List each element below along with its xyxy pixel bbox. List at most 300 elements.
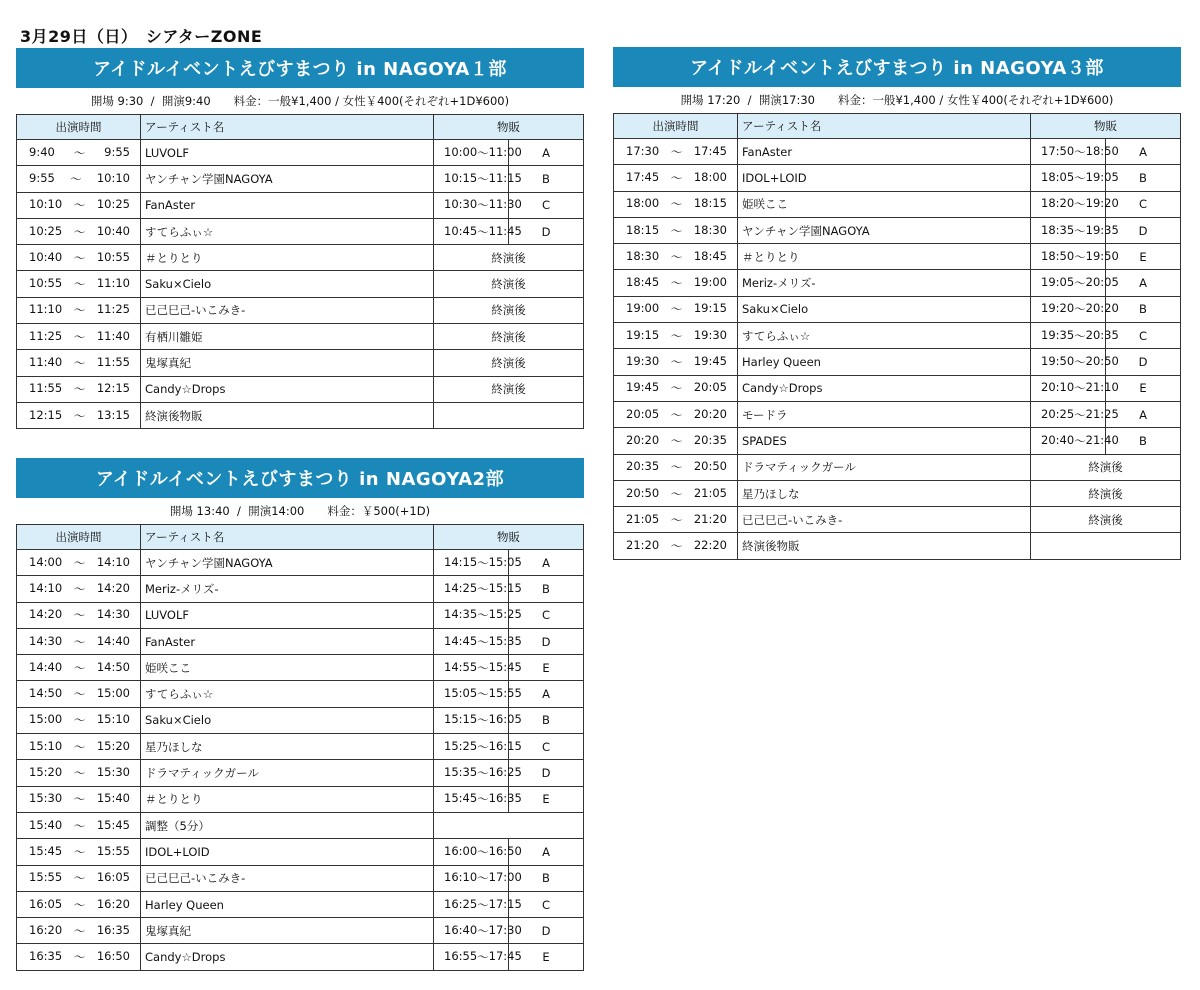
goods-start: 14:35	[444, 607, 478, 622]
booth-letter: B	[509, 576, 584, 602]
goods-time-range	[1031, 196, 1119, 212]
artist-name: Candy☆Drops	[145, 950, 226, 965]
artist-name: ヤンチャン学園NAGOYA	[145, 171, 273, 186]
tilde: ～	[670, 433, 683, 448]
tilde: ～	[477, 844, 489, 859]
table-row	[17, 324, 584, 350]
tilde: ～	[670, 460, 683, 475]
goods-start: 15:45	[444, 791, 478, 806]
goods-time-cell	[434, 918, 522, 944]
tilde: ～	[477, 739, 489, 754]
tilde: ～	[73, 844, 86, 859]
tilde: ～	[670, 223, 683, 238]
artist-cell	[738, 270, 1031, 296]
goods-start: 14:55	[444, 659, 478, 674]
tilde: ～	[477, 198, 489, 213]
end-time: 18:00	[693, 169, 727, 184]
time-cell	[17, 576, 141, 602]
start-time: 15:30	[29, 791, 63, 806]
artist-cell	[738, 507, 1031, 533]
goods-start: 15:35	[444, 765, 478, 780]
goods-time-range	[434, 686, 522, 702]
artist-cell	[141, 576, 434, 602]
goods-end: 11:30	[488, 197, 522, 212]
end-time: 20:35	[693, 432, 727, 447]
artist-cell	[141, 891, 434, 917]
end-time: 9:55	[104, 144, 130, 159]
start-time: 19:00	[626, 301, 660, 316]
goods-time-range	[434, 712, 522, 728]
start-time: 9:55	[29, 170, 55, 185]
goods-end: 19:20	[1085, 196, 1119, 211]
end-time: 10:55	[96, 249, 130, 264]
goods-note: 終演後	[434, 376, 584, 402]
start-time: 16:05	[29, 896, 63, 911]
artist-name: すてらふぃ☆	[145, 687, 214, 702]
booth-letter: D	[509, 918, 584, 944]
table-row	[17, 576, 584, 602]
time-cell	[614, 270, 738, 296]
time-range	[17, 555, 140, 571]
goods-note: 終演後	[1031, 507, 1181, 533]
time-cell	[614, 244, 738, 270]
end-time: 18:45	[693, 248, 727, 263]
booth-letter: D	[1106, 349, 1181, 375]
artist-name: Saku×Cielo	[145, 713, 212, 728]
goods-end: 17:30	[488, 922, 522, 937]
artist-name: ヤンチャン学園NAGOYA	[742, 223, 870, 238]
goods-time-range	[1031, 275, 1119, 291]
table-row	[17, 350, 584, 376]
time-cell	[614, 191, 738, 217]
goods-time-range	[434, 607, 522, 623]
artist-name: 鬼塚真紀	[145, 356, 191, 371]
tilde: ～	[1074, 144, 1086, 159]
time-range	[614, 486, 737, 502]
table-body	[17, 140, 584, 429]
end-time: 11:55	[96, 355, 130, 370]
artist-name: Saku×Cielo	[742, 302, 809, 317]
table-row	[17, 628, 584, 654]
artist-name: ドラマティックガール	[742, 460, 856, 475]
page-title: 3月29日（日） シアターZONE	[20, 27, 263, 46]
artist-cell	[738, 375, 1031, 401]
goods-time-cell	[434, 760, 522, 786]
table-row	[614, 139, 1181, 165]
goods-time-range	[1031, 248, 1119, 265]
goods-time-cell	[434, 192, 522, 218]
header-artist: アーティスト名	[141, 525, 434, 550]
goods-time-range	[434, 738, 522, 755]
booth-letter: E	[1106, 375, 1181, 401]
goods-start: 18:05	[1041, 169, 1075, 184]
start-time: 10:40	[29, 249, 63, 264]
tilde: ～	[670, 355, 683, 370]
artist-name: IDOL+LOID	[145, 844, 210, 859]
goods-end: 17:00	[488, 870, 522, 885]
tilde: ～	[670, 328, 683, 343]
tilde: ～	[73, 329, 86, 344]
tilde: ～	[1074, 170, 1086, 185]
goods-time-cell	[434, 891, 522, 917]
goods-start: 10:00	[444, 144, 478, 159]
time-range	[17, 712, 140, 728]
goods-start: 14:45	[444, 633, 478, 648]
booth-letter: C	[1106, 323, 1181, 349]
time-cell	[17, 602, 141, 628]
goods-start: 16:40	[444, 922, 478, 937]
time-range	[614, 275, 737, 291]
start-time: 16:20	[29, 922, 63, 937]
goods-note	[434, 812, 584, 838]
time-cell	[614, 401, 738, 427]
tilde: ～	[73, 198, 86, 213]
start-time: 14:40	[29, 659, 63, 674]
artist-name: すてらふぃ☆	[145, 224, 214, 239]
booth-letter: B	[509, 865, 584, 891]
goods-end: 16:05	[488, 712, 522, 727]
goods-time-range	[434, 170, 522, 187]
section-title: アイドルイベントえびすまつり in NAGOYA３部	[613, 47, 1181, 87]
table-row	[17, 918, 584, 944]
goods-time-range	[1031, 380, 1119, 396]
time-range	[614, 512, 737, 528]
goods-start: 10:45	[444, 223, 478, 238]
tilde: ～	[477, 634, 489, 649]
table-row	[614, 533, 1181, 559]
artist-name: Candy☆Drops	[742, 381, 823, 396]
artist-name: Harley Queen	[742, 355, 821, 370]
start-time: 19:45	[626, 380, 660, 395]
end-time: 16:05	[96, 870, 130, 885]
goods-time-range	[434, 896, 522, 913]
goods-start: 19:05	[1041, 275, 1075, 290]
goods-time-cell	[434, 734, 522, 760]
time-range	[17, 923, 140, 939]
goods-end: 16:50	[488, 843, 522, 858]
goods-time-range	[434, 765, 522, 781]
header-artist: アーティスト名	[738, 114, 1031, 139]
table-row	[17, 865, 584, 891]
artist-cell	[141, 865, 434, 891]
goods-time-cell	[434, 707, 522, 733]
section-info: 開場 17:20 / 開演17:30 料金：一般¥1,400 / 女性￥400(それぞれ+1D¥600)	[680, 93, 1114, 107]
goods-time-cell	[1031, 165, 1119, 191]
end-time: 18:30	[693, 222, 727, 237]
table-header-row	[614, 114, 1181, 139]
goods-end: 11:15	[488, 170, 522, 185]
tilde: ～	[670, 381, 683, 396]
goods-end: 15:05	[488, 554, 522, 569]
table-row	[614, 454, 1181, 480]
artist-cell	[738, 323, 1031, 349]
goods-start: 16:25	[444, 896, 478, 911]
goods-start: 16:00	[444, 843, 478, 858]
goods-time-range	[1031, 406, 1119, 423]
start-time: 16:35	[29, 949, 63, 964]
time-cell	[17, 297, 141, 323]
tilde: ～	[73, 660, 86, 675]
artist-cell	[141, 602, 434, 628]
goods-start: 10:30	[444, 197, 478, 212]
time-range	[614, 170, 737, 186]
tilde: ～	[670, 276, 683, 291]
tilde: ～	[670, 249, 683, 264]
goods-start: 15:15	[444, 712, 478, 727]
tilde: ～	[73, 356, 86, 371]
start-time: 19:30	[626, 354, 660, 369]
goods-end: 15:45	[488, 659, 522, 674]
artist-cell	[738, 244, 1031, 270]
goods-time-range	[1031, 143, 1119, 160]
goods-time-cell	[434, 602, 522, 628]
goods-time-cell	[1031, 217, 1119, 243]
time-cell	[614, 480, 738, 506]
goods-start: 15:05	[444, 686, 478, 701]
start-time: 10:55	[29, 276, 63, 291]
tilde: ～	[73, 713, 86, 728]
end-time: 18:15	[693, 196, 727, 211]
start-time: 9:40	[29, 144, 55, 159]
booth-letter: A	[1106, 401, 1181, 427]
end-time: 19:00	[693, 275, 727, 290]
time-range	[17, 634, 140, 650]
artist-cell	[141, 402, 434, 428]
end-time: 19:15	[693, 301, 727, 316]
goods-time-range	[1031, 301, 1119, 317]
start-time: 10:10	[29, 197, 63, 212]
table-row	[614, 401, 1181, 427]
time-cell	[614, 454, 738, 480]
time-range	[614, 538, 737, 554]
artist-cell	[141, 550, 434, 576]
artist-name: FanAster	[145, 198, 196, 213]
artist-name: ドラマティックガール	[145, 766, 259, 781]
artist-name: FanAster	[742, 144, 793, 159]
goods-time-range	[434, 791, 522, 807]
goods-time-range	[434, 633, 522, 650]
artist-cell	[141, 681, 434, 707]
end-time: 15:55	[96, 843, 130, 858]
goods-note: 終演後	[434, 297, 584, 323]
goods-start: 10:15	[444, 170, 478, 185]
goods-time-range	[434, 949, 522, 965]
time-range	[17, 765, 140, 781]
artist-name: 終演後物販	[145, 408, 203, 423]
artist-cell	[141, 944, 434, 970]
goods-note: 終演後	[434, 245, 584, 271]
end-time: 16:20	[96, 896, 130, 911]
goods-time-cell	[1031, 428, 1119, 454]
goods-time-cell	[434, 140, 522, 166]
artist-name: 姫咲ここ	[742, 197, 788, 212]
goods-time-cell	[434, 166, 522, 192]
end-time: 20:20	[693, 406, 727, 421]
goods-time-cell	[434, 628, 522, 654]
time-cell	[17, 681, 141, 707]
end-time: 19:30	[693, 327, 727, 342]
time-cell	[17, 628, 141, 654]
goods-time-cell	[1031, 401, 1119, 427]
tilde: ～	[1074, 302, 1086, 317]
time-cell	[614, 533, 738, 559]
booth-letter: D	[509, 218, 584, 244]
tilde: ～	[670, 197, 683, 212]
goods-time-range	[434, 922, 522, 939]
artist-cell	[738, 349, 1031, 375]
goods-note: 終演後	[1031, 480, 1181, 506]
table-body	[614, 139, 1181, 560]
goods-end: 15:55	[488, 686, 522, 701]
tilde: ～	[73, 581, 86, 596]
goods-time-cell	[434, 218, 522, 244]
goods-end: 16:25	[488, 765, 522, 780]
artist-name: 姫咲ここ	[145, 660, 191, 675]
end-time: 15:40	[96, 791, 130, 806]
goods-time-range	[434, 659, 522, 676]
table-header-row	[17, 525, 584, 550]
goods-start: 18:20	[1041, 196, 1075, 211]
artist-cell	[738, 296, 1031, 322]
goods-time-range	[1031, 327, 1119, 344]
goods-time-range	[434, 580, 522, 597]
artist-cell	[141, 734, 434, 760]
goods-end: 20:50	[1085, 354, 1119, 369]
start-time: 20:50	[626, 485, 660, 500]
tilde: ～	[73, 766, 86, 781]
time-cell	[17, 812, 141, 838]
goods-end: 19:50	[1085, 248, 1119, 263]
booth-letter: A	[1106, 139, 1181, 165]
artist-name: 已己巳己-いこみき-	[742, 512, 843, 527]
header-goods: 物販	[434, 525, 584, 550]
header-goods: 物販	[1031, 114, 1181, 139]
section-part-2	[16, 458, 584, 971]
booth-letter: C	[509, 192, 584, 218]
start-time: 11:55	[29, 381, 63, 396]
artist-cell	[141, 324, 434, 350]
artist-name: 已己巳己-いこみき-	[145, 871, 246, 886]
time-range	[17, 329, 140, 345]
tilde: ～	[73, 555, 86, 570]
artist-cell	[141, 786, 434, 812]
time-range	[614, 249, 737, 265]
time-range	[17, 818, 140, 834]
table-row	[17, 218, 584, 244]
table-row	[614, 217, 1181, 243]
table-row	[17, 786, 584, 812]
artist-name: モードラ	[742, 407, 788, 422]
artist-name: LUVOLF	[145, 608, 189, 623]
artist-cell	[738, 165, 1031, 191]
time-range	[614, 433, 737, 449]
artist-cell	[141, 707, 434, 733]
tilde: ～	[477, 660, 489, 675]
start-time: 10:25	[29, 223, 63, 238]
table-row	[17, 734, 584, 760]
end-time: 10:10	[96, 170, 130, 185]
end-time: 14:40	[96, 633, 130, 648]
start-time: 15:55	[29, 870, 63, 885]
tilde: ～	[73, 634, 86, 649]
goods-end: 20:05	[1085, 275, 1119, 290]
start-time: 12:15	[29, 407, 63, 422]
time-range	[17, 791, 140, 807]
table-row	[17, 839, 584, 865]
artist-name: IDOL+LOID	[742, 170, 807, 185]
goods-note	[434, 402, 584, 428]
goods-note: 終演後	[434, 324, 584, 350]
time-range	[17, 739, 140, 755]
goods-note: 終演後	[1031, 454, 1181, 480]
booth-letter: A	[509, 681, 584, 707]
artist-name: ＃とりとり	[742, 249, 800, 264]
goods-end: 20:35	[1085, 327, 1119, 342]
goods-note	[1031, 533, 1181, 559]
end-time: 15:20	[96, 738, 130, 753]
time-range	[17, 844, 140, 860]
table-row	[17, 297, 584, 323]
goods-time-cell	[434, 681, 522, 707]
goods-time-range	[1031, 354, 1119, 370]
table-row	[17, 891, 584, 917]
schedule-table	[16, 524, 584, 971]
goods-start: 18:50	[1041, 248, 1075, 263]
schedule-table	[16, 114, 584, 429]
tilde: ～	[73, 687, 86, 702]
booth-letter: B	[509, 166, 584, 192]
header-time: 出演時間	[614, 114, 738, 139]
time-cell	[17, 707, 141, 733]
start-time: 21:20	[626, 538, 660, 553]
end-time: 20:50	[693, 459, 727, 474]
tilde: ～	[477, 224, 489, 239]
booth-letter: A	[509, 839, 584, 865]
artist-cell	[141, 297, 434, 323]
tilde: ～	[477, 608, 489, 623]
tilde: ～	[1074, 223, 1086, 238]
tilde: ～	[477, 897, 489, 912]
goods-start: 14:25	[444, 580, 478, 595]
goods-time-cell	[434, 839, 522, 865]
table-row	[17, 655, 584, 681]
section-title: アイドルイベントえびすまつり in NAGOYA2部	[16, 458, 584, 498]
tilde: ～	[477, 581, 489, 596]
goods-end: 11:45	[488, 223, 522, 238]
artist-name: SPADES	[742, 433, 787, 448]
artist-name: ヤンチャン学園NAGOYA	[145, 555, 273, 570]
start-time: 15:20	[29, 765, 63, 780]
schedule-table	[613, 113, 1181, 560]
time-range	[17, 197, 140, 213]
artist-cell	[141, 350, 434, 376]
start-time: 18:45	[626, 275, 660, 290]
start-time: 17:45	[626, 169, 660, 184]
goods-time-range	[434, 843, 522, 860]
goods-start: 19:50	[1041, 354, 1075, 369]
time-range	[17, 581, 140, 597]
table-row	[614, 428, 1181, 454]
table-row	[17, 402, 584, 428]
table-row	[17, 245, 584, 271]
start-time: 20:35	[626, 459, 660, 474]
tilde: ～	[73, 408, 86, 423]
tilde: ～	[73, 818, 86, 833]
time-cell	[614, 165, 738, 191]
start-time: 21:05	[626, 511, 660, 526]
end-time: 10:25	[96, 197, 130, 212]
tilde: ～	[73, 871, 86, 886]
